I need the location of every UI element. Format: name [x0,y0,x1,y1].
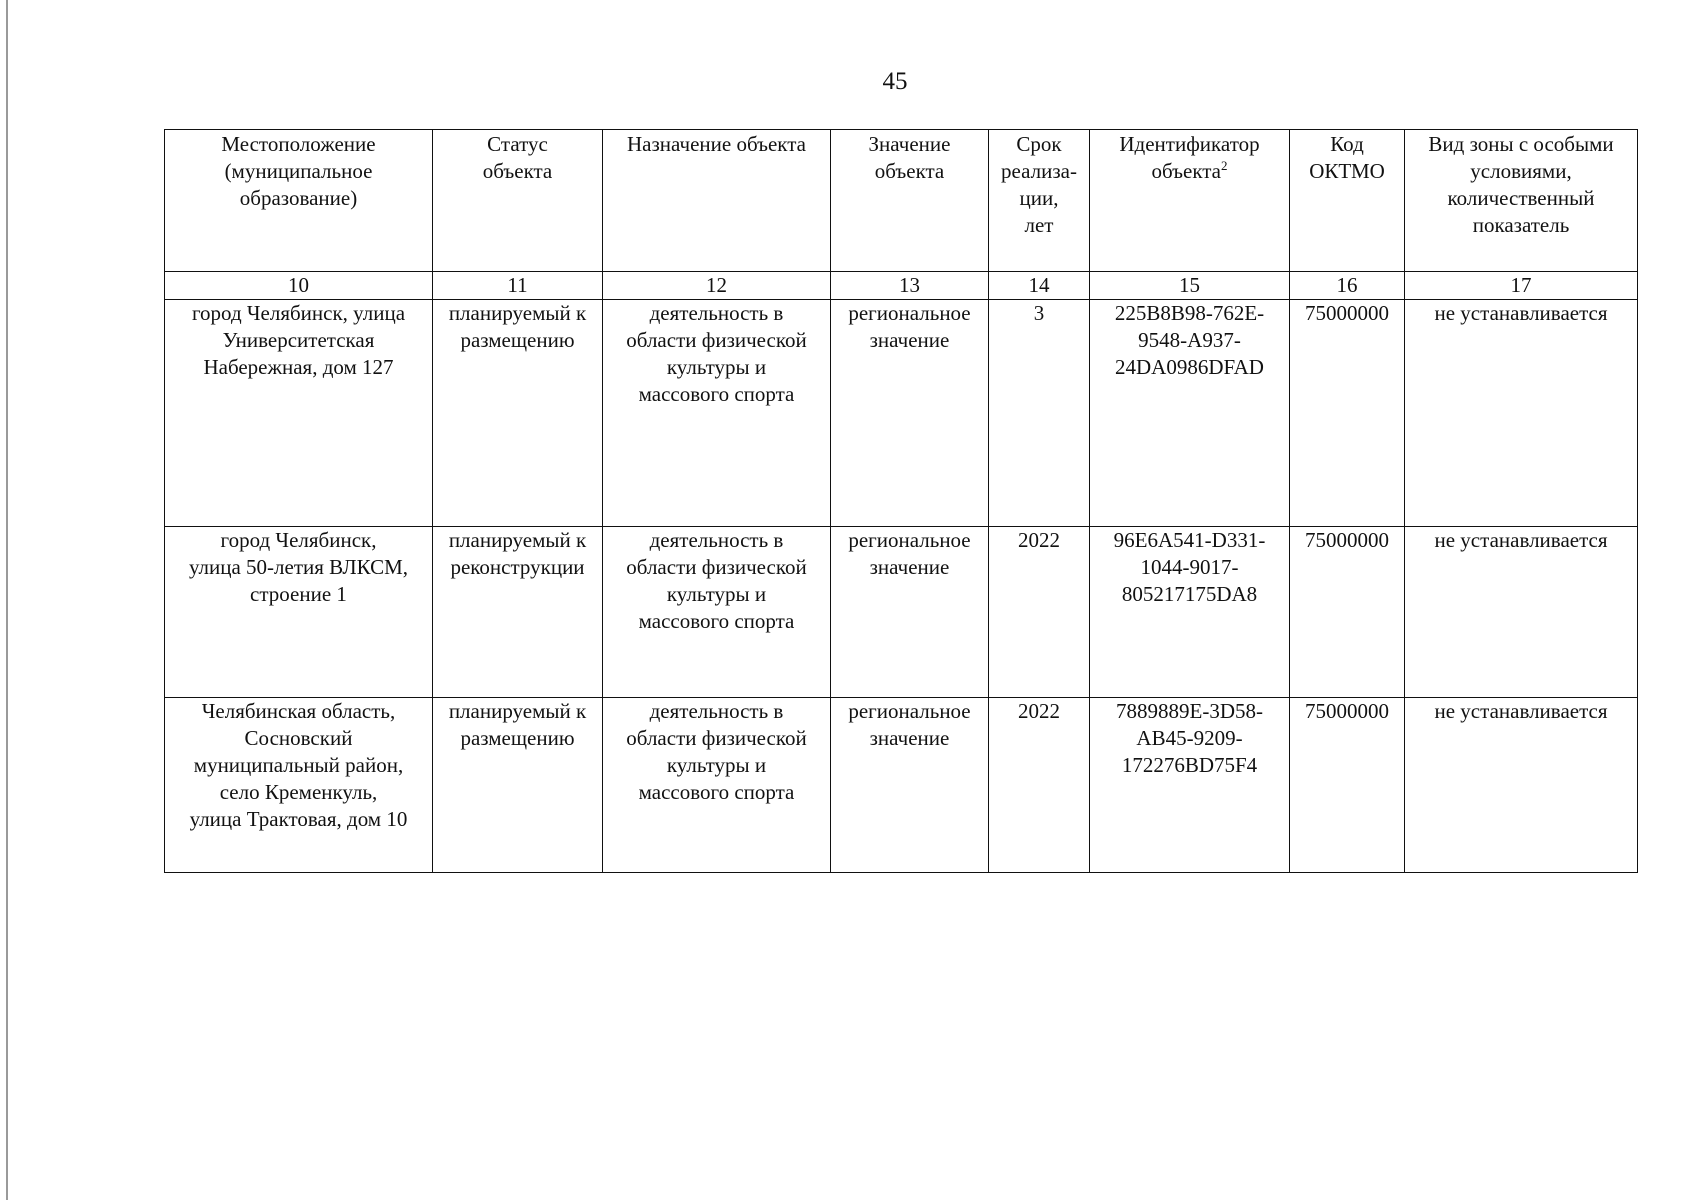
cell-zone: не устанавливается [1405,300,1638,527]
cell-oktmo: 75000000 [1290,300,1405,527]
table-row [165,527,1638,698]
column-number: 17 [1405,272,1638,300]
cell-oktmo: 75000000 [1290,527,1405,698]
objects-table [164,129,1638,873]
cell-term: 2022 [989,698,1090,873]
cell-purpose: деятельность в области физической культуры и массового спорта [603,527,831,698]
column-number: 13 [831,272,989,300]
column-number: 11 [433,272,603,300]
cell-identifier: 7889889E-3D58- AB45-9209- 172276BD75F4 [1090,698,1290,873]
page-number: 45 [882,68,908,95]
header-cell-status: Статус объекта [433,130,603,272]
cell-zone: не устанавливается [1405,527,1638,698]
header-cell-location: Местоположение (муниципальное образование) [165,130,433,272]
cell-location: город Челябинск, улица 50-летия ВЛКСМ, строение 1 [165,527,433,698]
cell-purpose: деятельность в области физической культуры и массового спорта [603,300,831,527]
header-cell-identifier: Идентификатор объекта$^2$ [1090,130,1290,272]
cell-status: планируемый к размещению [433,300,603,527]
cell-purpose: деятельность в области физической культуры и массового спорта [603,698,831,873]
header-cell-purpose: Назначение объекта [603,130,831,272]
table-row [165,300,1638,527]
cell-oktmo: 75000000 [1290,698,1405,873]
cell-location: город Челябинск, улица Университетская Набережная, дом 127 [165,300,433,527]
column-number: 14 [989,272,1090,300]
column-number: 12 [603,272,831,300]
header-cell-term: Срок реализа- ции, лет [989,130,1090,272]
cell-zone: не устанавливается [1405,698,1638,873]
header-cell-significance: Значение объекта [831,130,989,272]
table-header-row [165,130,1638,272]
cell-status: планируемый к реконструкции [433,527,603,698]
header-cell-zone: Вид зоны с особыми условиями, количественный показатель [1405,130,1638,272]
cell-identifier: 225B8B98-762E- 9548-A937- 24DA0986DFAD [1090,300,1290,527]
table-row [165,698,1638,873]
cell-identifier: 96E6A541-D331- 1044-9017- 805217175DA8 [1090,527,1290,698]
scan-edge-line [6,0,8,1200]
column-number: 15 [1090,272,1290,300]
cell-term: 3 [989,300,1090,527]
column-number-row [165,272,1638,300]
column-number: 10 [165,272,433,300]
column-number: 16 [1290,272,1405,300]
identifier-footnote-mark: 2 [1221,158,1228,173]
cell-term: 2022 [989,527,1090,698]
cell-significance: региональное значение [831,527,989,698]
cell-significance: региональное значение [831,300,989,527]
cell-significance: региональное значение [831,698,989,873]
header-cell-oktmo: Код ОКТМО [1290,130,1405,272]
cell-location: Челябинская область, Сосновский муниципальный район, село Кременкуль, улица Трактовая, дом 10 [165,698,433,873]
cell-status: планируемый к размещению [433,698,603,873]
